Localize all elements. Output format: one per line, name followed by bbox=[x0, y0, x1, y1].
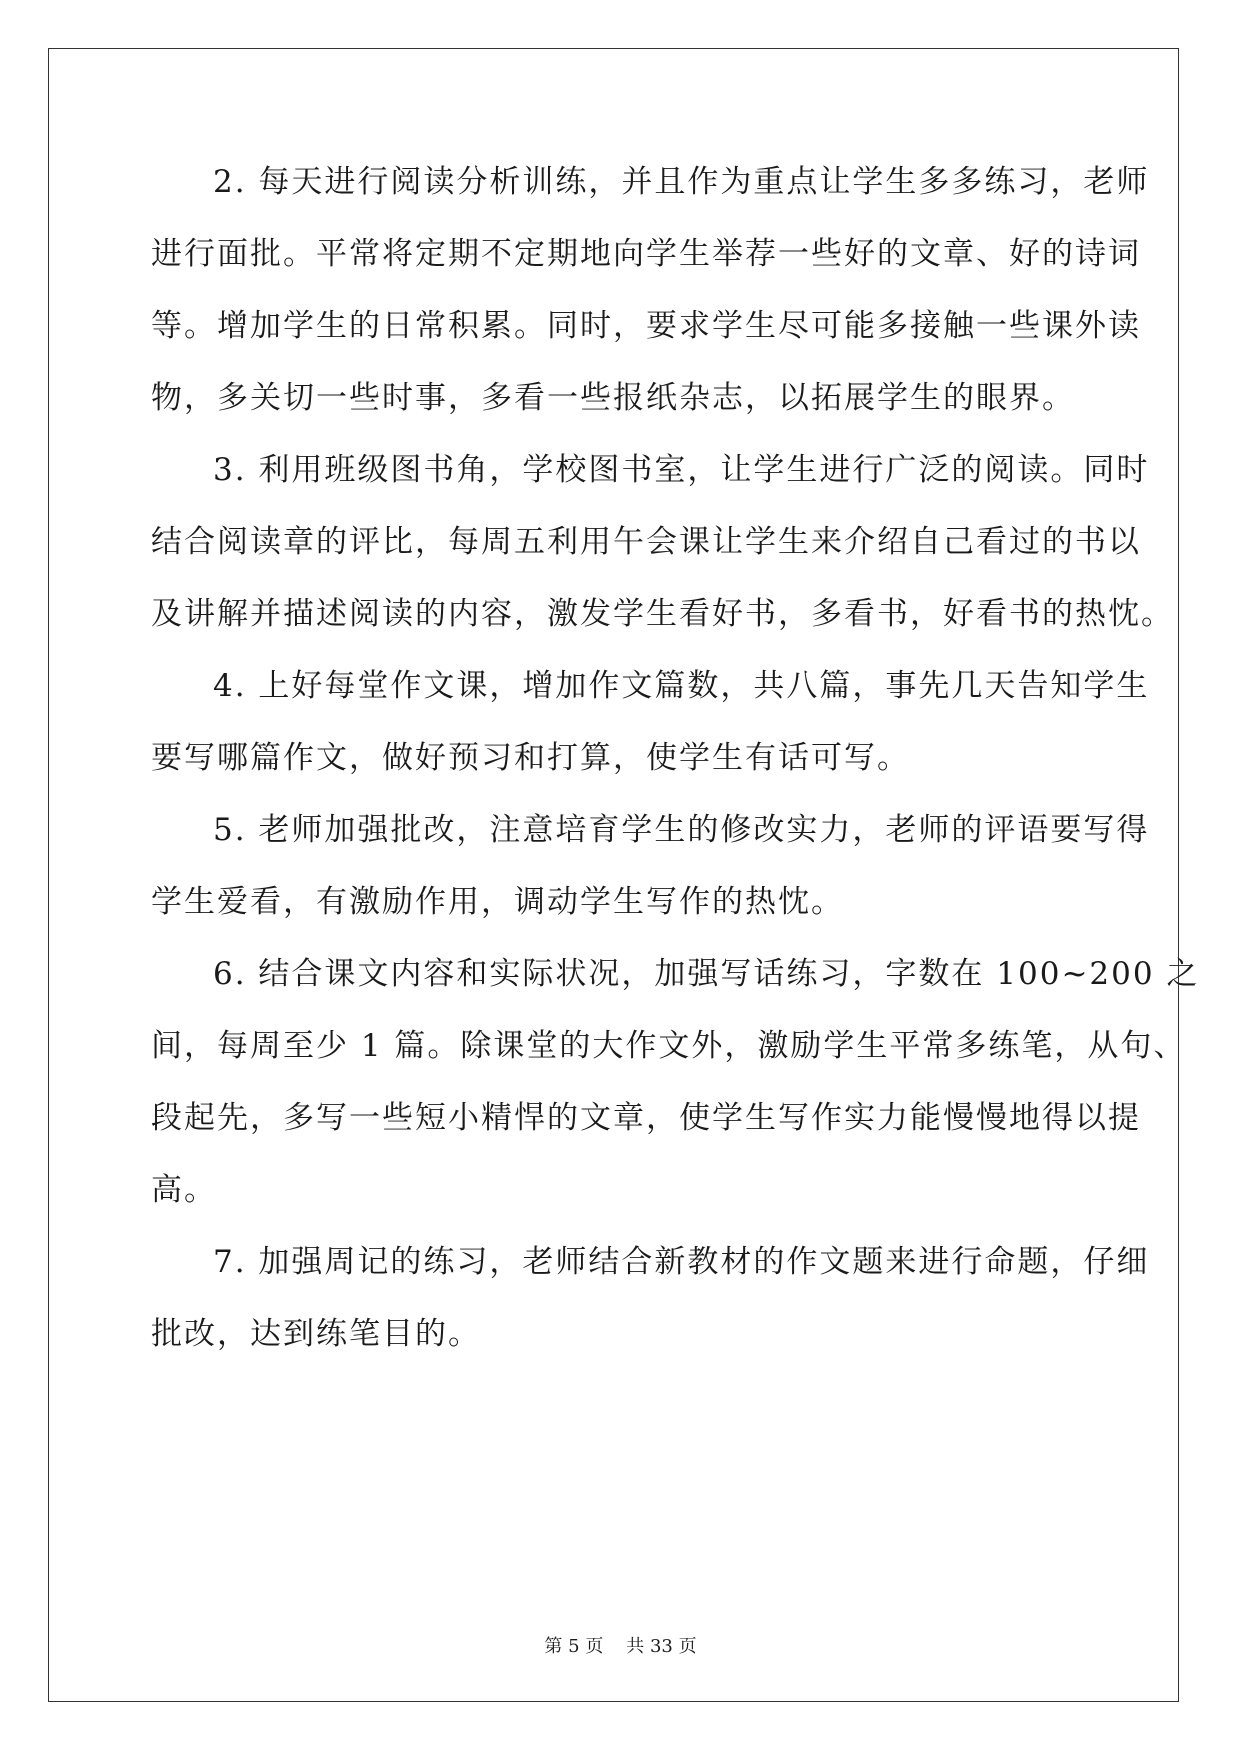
paragraph-3-line-1: 3. 利用班级图书角，学校图书室，让学生进行广泛的阅读。同时 bbox=[213, 452, 1150, 488]
paragraph-5-line-1: 5. 老师加强批改，注意培育学生的修改实力，老师的评语要写得 bbox=[213, 812, 1150, 848]
paragraph-3-line-2: 结合阅读章的评比，每周五利用午会课让学生来介绍自己看过的书以 bbox=[151, 524, 1141, 560]
paragraph-2-line-3: 等。增加学生的日常积累。同时，要求学生尽可能多接触一些课外读 bbox=[151, 308, 1141, 344]
paragraph-6-line-2: 间，每周至少 1 篇。除课堂的大作文外，激励学生平常多练笔，从句、 bbox=[151, 1028, 1187, 1064]
paragraph-6-line-4: 高。 bbox=[151, 1172, 217, 1208]
paragraph-2-line-2: 进行面批。平常将定期不定期地向学生举荐一些好的文章、好的诗词 bbox=[151, 236, 1141, 272]
paragraph-4-line-2: 要写哪篇作文，做好预习和打算，使学生有话可写。 bbox=[151, 740, 910, 776]
paragraph-3-line-3: 及讲解并描述阅读的内容，激发学生看好书，多看书，好看书的热忱。 bbox=[151, 596, 1174, 632]
paragraph-4-line-1: 4. 上好每堂作文课，增加作文篇数，共八篇，事先几天告知学生 bbox=[213, 668, 1150, 704]
footer-gap bbox=[603, 1636, 626, 1657]
page-footer bbox=[0, 1632, 1241, 1658]
page-total: 共 33 页 bbox=[626, 1636, 697, 1657]
paragraph-6-line-3: 段起先，多写一些短小精悍的文章，使学生写作实力能慢慢地得以提 bbox=[151, 1100, 1141, 1136]
paragraph-6-line-1: 6. 结合课文内容和实际状况，加强写话练习，字数在 100~200 之 bbox=[213, 956, 1200, 992]
paragraph-2-line-4: 物，多关切一些时事，多看一些报纸杂志，以拓展学生的眼界。 bbox=[151, 380, 1075, 416]
paragraph-5-line-2: 学生爱看，有激励作用，调动学生写作的热忱。 bbox=[151, 884, 844, 920]
page-number: 第 5 页 bbox=[544, 1636, 604, 1657]
paragraph-2-line-1: 2. 每天进行阅读分析训练，并且作为重点让学生多多练习，老师 bbox=[213, 164, 1150, 200]
paragraph-7-line-2: 批改，达到练笔目的。 bbox=[151, 1316, 481, 1352]
paragraph-7-line-1: 7. 加强周记的练习，老师结合新教材的作文题来进行命题，仔细 bbox=[213, 1244, 1150, 1280]
page-border bbox=[48, 48, 1179, 1702]
